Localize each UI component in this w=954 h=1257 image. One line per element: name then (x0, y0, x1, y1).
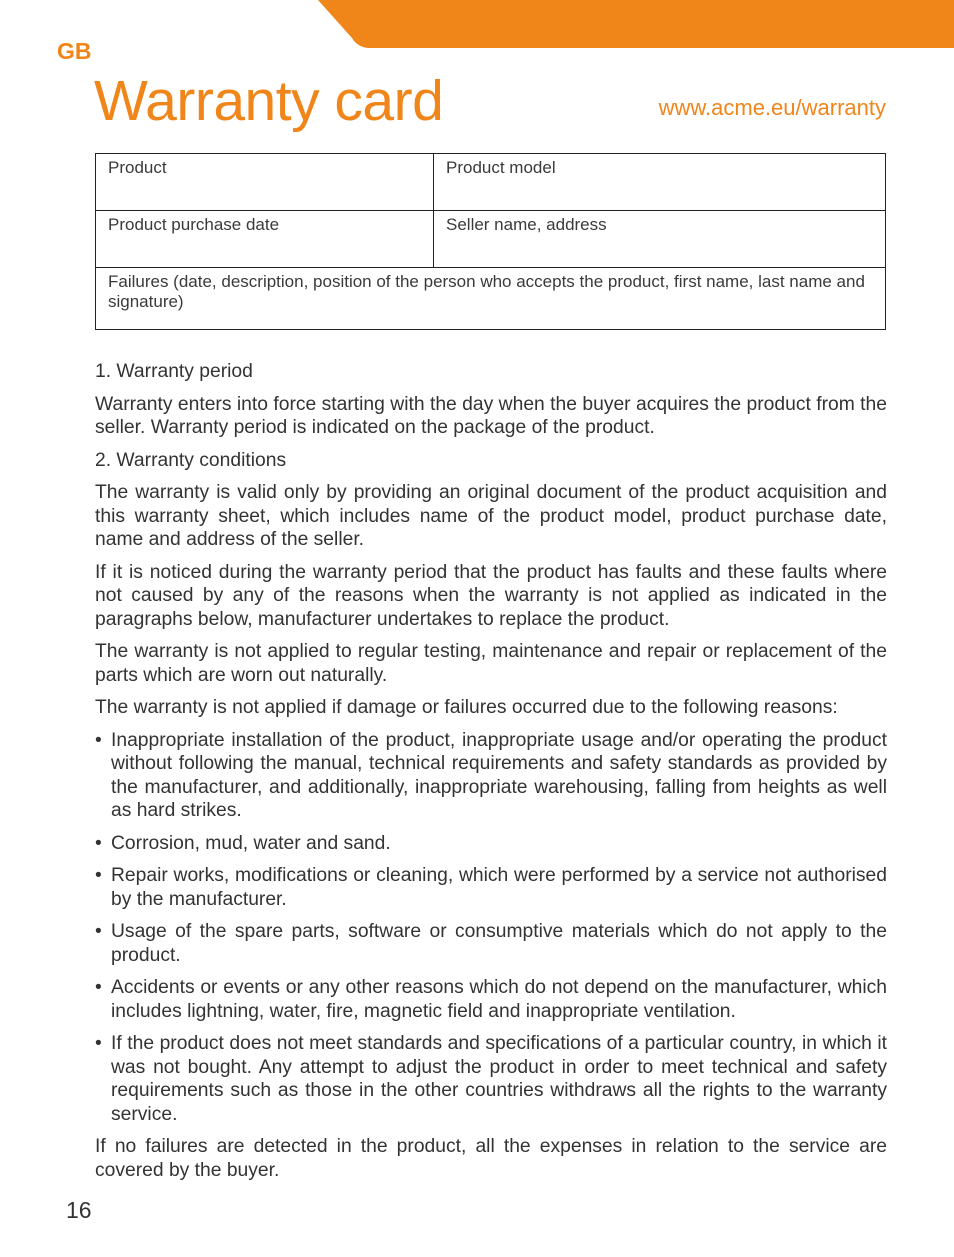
list-item: • Usage of the spare parts, software or consumptive materials which do not apply to the product. (95, 921, 887, 966)
product-field[interactable]: Product (96, 154, 434, 211)
section-heading-warranty-period: 1. Warranty period (95, 361, 253, 382)
page-title: Warranty card (94, 69, 444, 133)
list-item: • Repair works, modifications or cleaning, which were performed by a service not authorised by the manufacturer. (95, 865, 887, 910)
conditions-paragraph: The warranty is valid only by providing an original document of the product acquisition and this warranty sheet, which includes name of the product model, product purchase date, name and address of the seller. (95, 482, 887, 550)
list-item: • Inappropriate installation of the product, inappropriate usage and/or operating the product without following the manual, technical requirements and safety standards as provided by the manufacturer, and additionally, inappropriate warehousing, falling from heights as well as hard strikes. (95, 729, 887, 821)
conditions-paragraph: If it is noticed during the warranty period that the product has faults and these faults where not caused by any of the reasons when the warranty is not applied as indicated in the paragraphs below, manufacturer undertakes to replace the product. (95, 561, 887, 630)
seller-field[interactable]: Seller name, address (434, 211, 886, 268)
bullet-icon: • (95, 832, 102, 854)
warranty-website-link[interactable]: www.acme.eu/warranty (658, 95, 886, 120)
bullet-icon: • (95, 865, 102, 886)
warranty-form-table (95, 153, 886, 330)
conditions-paragraph: The warranty is not applied to regular testing, maintenance and repair or replacement of the parts which are worn out naturally. (95, 641, 887, 686)
warranty-terms (95, 360, 887, 1191)
bullet-icon: • (95, 1033, 102, 1054)
closing-paragraph: If no failures are detected in the product, all the expenses in relation to the service are covered by the buyer. (95, 1136, 887, 1181)
language-code: GB (57, 38, 92, 64)
bullet-icon: • (95, 921, 102, 942)
product-model-field[interactable]: Product model (434, 154, 886, 211)
header-accent-tab (318, 0, 954, 48)
purchase-date-field[interactable]: Product purchase date (96, 211, 434, 268)
section-heading-warranty-conditions: 2. Warranty conditions (95, 449, 287, 471)
conditions-paragraph: The warranty is not applied if damage or failures occurred due to the following reasons: (95, 697, 838, 718)
warranty-period-text: Warranty enters into force starting with the day when the buyer acquires the product from the seller. Warranty period is indicated on the package of the product. (95, 393, 887, 438)
page-number: 16 (66, 1197, 92, 1223)
bullet-icon: • (95, 729, 102, 751)
list-item: • Corrosion, mud, water and sand. (95, 832, 391, 854)
exclusions-list (95, 729, 887, 1127)
bullet-icon: • (95, 977, 102, 998)
list-item: • Accidents or events or any other reasons which do not depend on the manufacturer, which includes lightning, water, fire, magnetic field and inappropriate ventilation. (95, 977, 887, 1022)
list-item: • If the product does not meet standards and specifications of a particular country, in which it was not bought. Any attempt to adjust the product in order to meet technical and safety requirements such as those in the other countries withdraws all the rights to the warranty service. (95, 1033, 887, 1125)
failures-field[interactable]: Failures (date, description, position of the person who accepts the product, first name, last name and signature) (96, 268, 886, 330)
